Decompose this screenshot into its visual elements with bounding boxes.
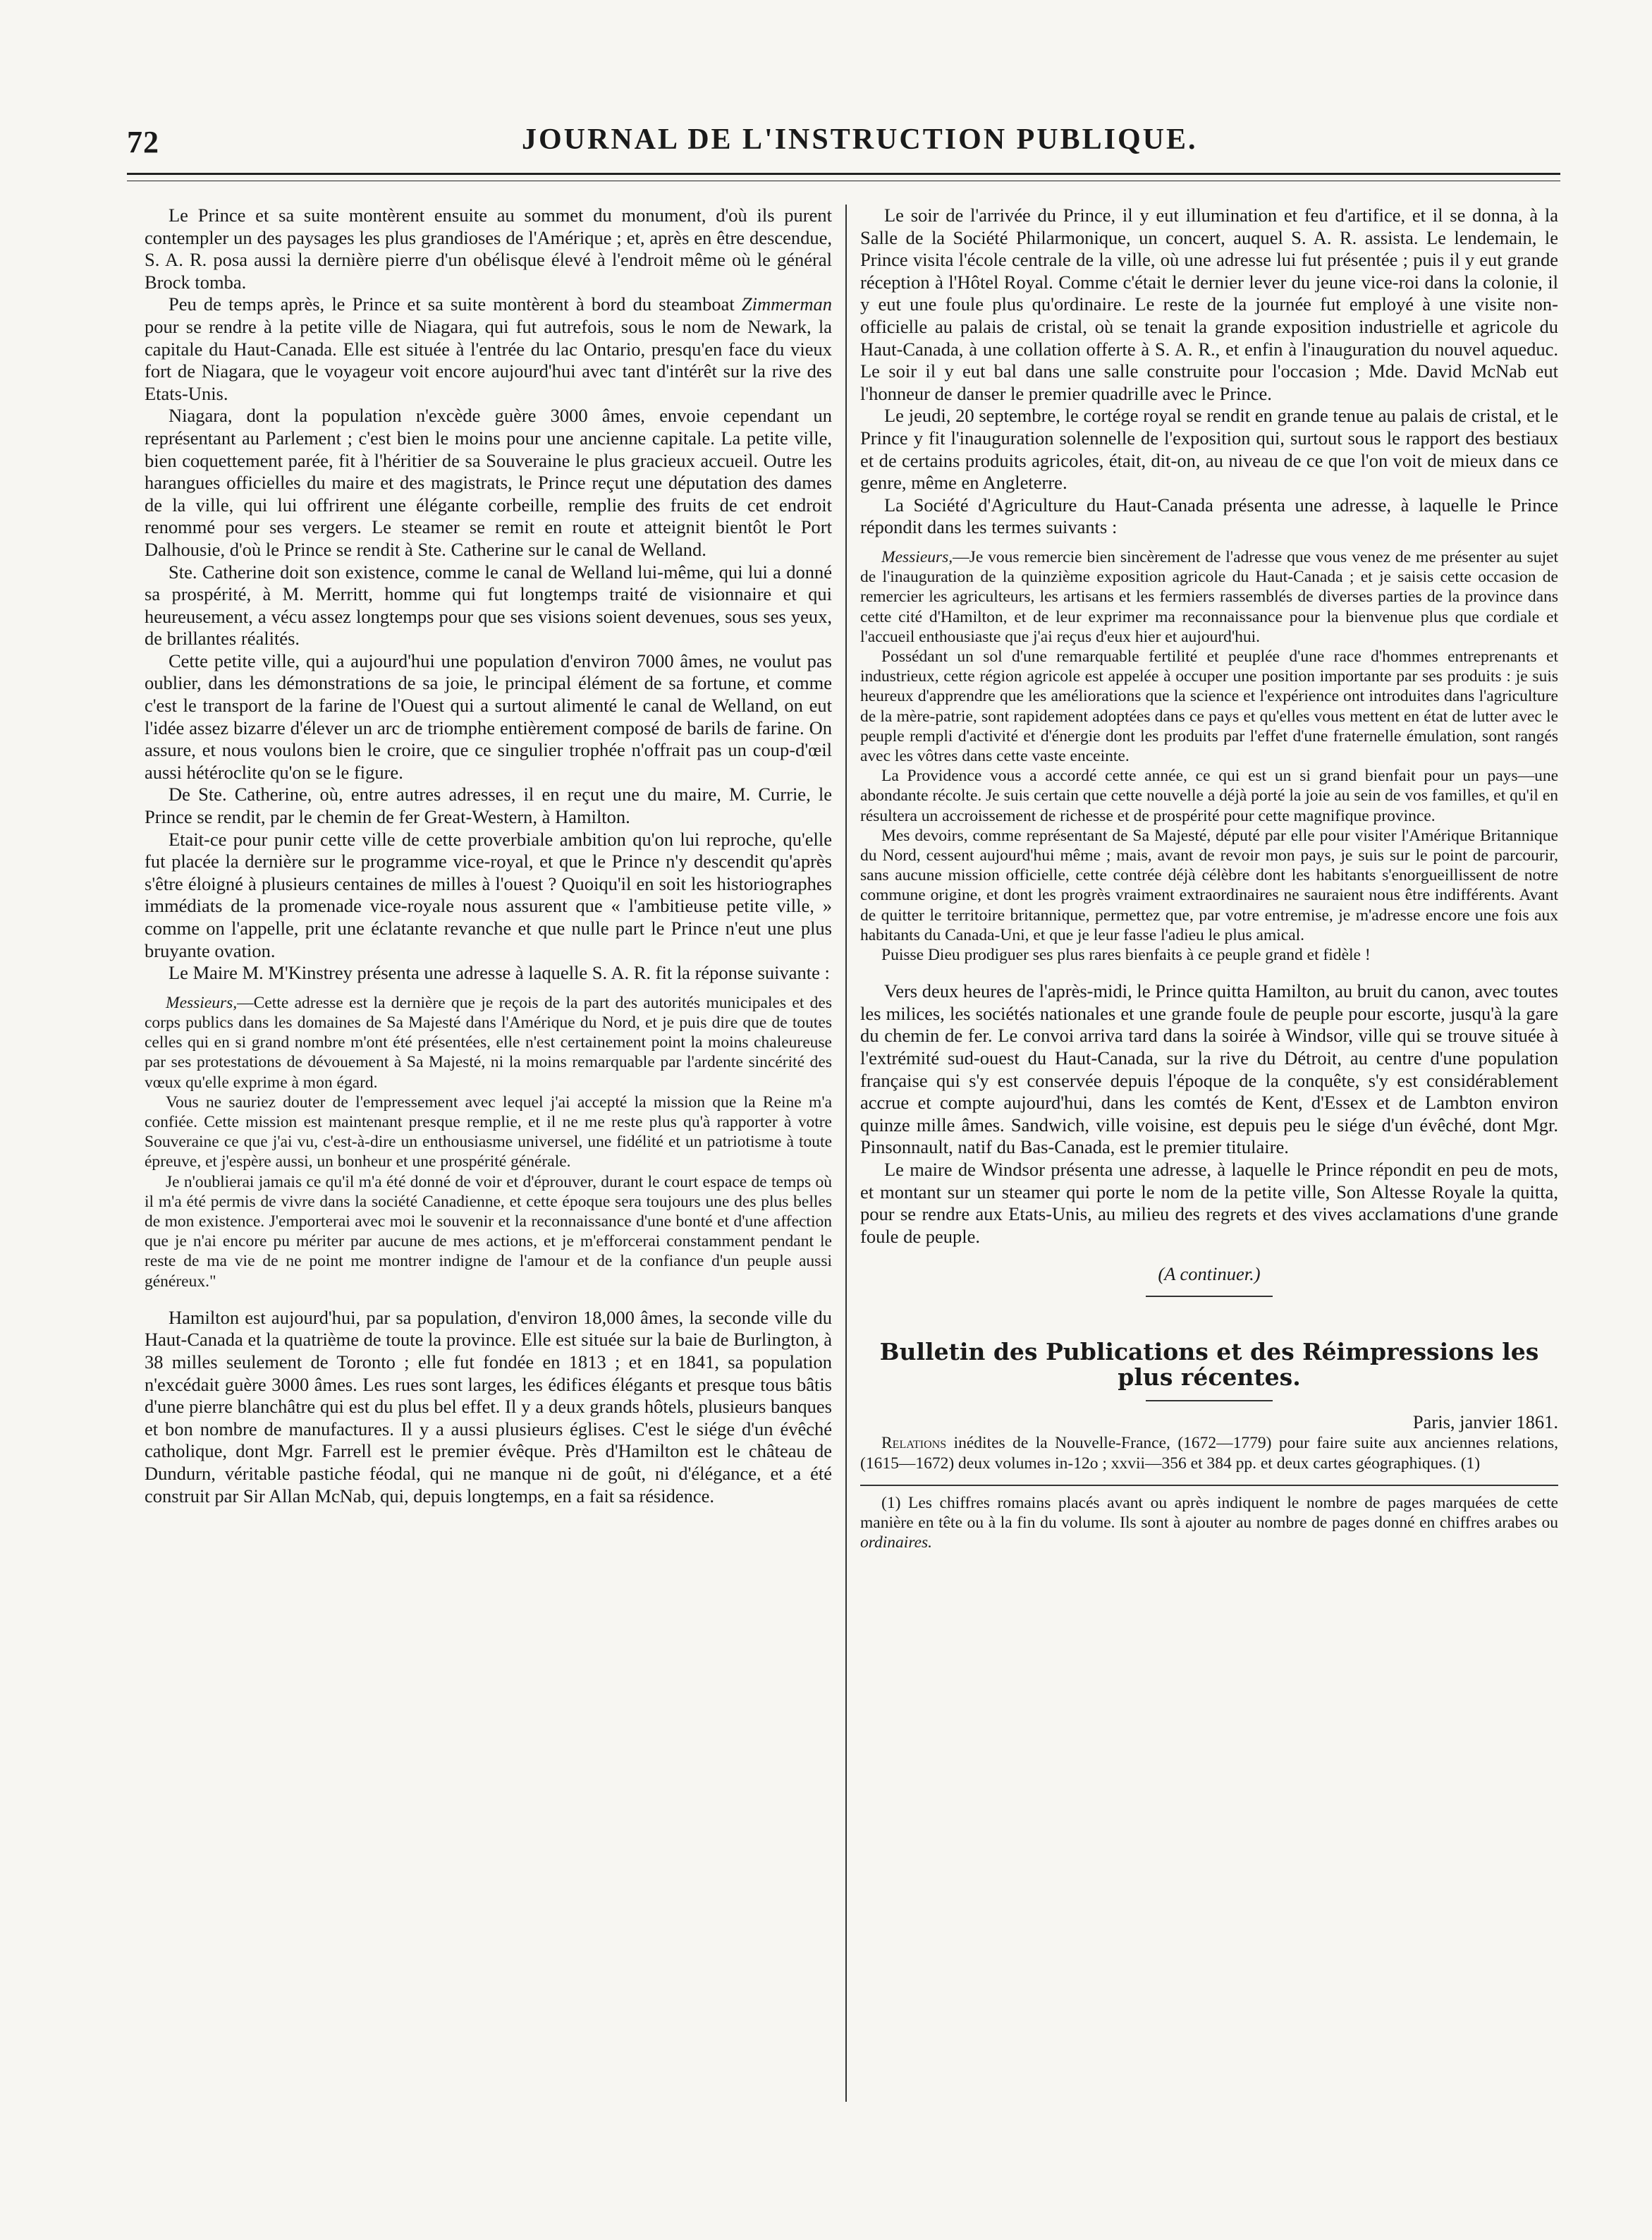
running-title: JOURNAL DE L'INSTRUCTION PUBLIQUE. bbox=[522, 123, 1198, 156]
paragraph: La Société d'Agriculture du Haut-Canada présenta une adresse, à laquelle le Prince répondit dans les termes suivants : bbox=[860, 494, 1558, 538]
dateline: Paris, janvier 1861. bbox=[1412, 1411, 1558, 1432]
address-paragraph: Je n'oublierai jamais ce qu'il m'a été donné de voir et d'éprouver, durant le court espace de temps où il m'a été permis de vivre dans la société Canadienne, et cette époque sera toujours une des plus belles de mon existence. J'emporterai avec moi le souvenir et la reconnaissance d'une bonté et d'une affection que je n'ai encore pu mériter par aucune de mes actions, et je m'efforcerai constamment pendant le reste de ma vie de ne point me montrer indigne de l'amour et de la confiance d'un peuple aussi généreux." bbox=[145, 1172, 832, 1291]
ship-name: Zimmerman bbox=[741, 293, 832, 315]
footnote-rule bbox=[860, 1485, 1558, 1486]
address-paragraph: Puisse Dieu prodiguer ses plus rares bienfaits à ce peuple grand et fidèle ! bbox=[881, 945, 1371, 964]
salutation: Messieurs, bbox=[881, 547, 953, 566]
paragraph: Le Prince et sa suite montèrent ensuite au sommet du monument, d'où ils purent contempler un des paysages les plus grandioses de l'Amérique ; et, après en être descendue, S. A. R. posa aussi la dernière pierre d'un obélisque élevé à l'endroit même où le général Brock tomba. bbox=[145, 205, 832, 293]
section-rule bbox=[1146, 1296, 1273, 1297]
to-be-continued: (A continuer.) bbox=[1158, 1263, 1261, 1285]
paragraph: Hamilton est aujourd'hui, par sa population, d'environ 18,000 âmes, la seconde ville du Haut-Canada et la quatrième de toute la province. Elle est située sur la baie de Burlington, à 38 milles seulement de Toronto ; elle fut fondée en 1813 ; et en 1841, sa population n'excédait guère 3000 âmes. Les rues sont larges, les édifices élégants et presque tous bâtis d'une pierre blanchâtre qui est du plus bel effet. Il y a deux grands hôtels, plusieurs banques et bon nombre de manufactures. Il y a aussi plusieurs églises. C'est le siége d'un évêché catholique, dont Mgr. Farrell est le premier évêque. Près d'Hamilton est le château de Dundurn, véritable pastiche féodal, qui ne manque ni de goût, ni d'élégance, et a été construit par Sir Allan McNab, qui, depuis longtemps, en a fait sa résidence. bbox=[145, 1306, 832, 1506]
paragraph: Etait-ce pour punir cette ville de cette proverbiale ambition qu'on lui reproche, qu'elle fut placée la dernière sur le programme vice-royal, et que le Prince n'y descendit qu'après s'être éloigné à plusieurs centaines de milles à l'ouest ? Quoiqu'il en soit les historiographes immédiats de la promenade vice-royale nous assurent que « l'ambitieuse petite ville, » comme on l'appelle, prit une éclatante revanche et que nulle part le Prince n'eut une plus bruyante ovation. bbox=[145, 828, 832, 961]
paragraph: Peu de temps après, le Prince et sa suite montèrent à bord du steamboat Zimmerman pour se rendre à la petite ville de Niagara, qui fut autrefois, sous le nom de Newark, la capitale du Haut-Canada. Elle est située à l'entrée du lac Ontario, presqu'en face du vieux fort de Niagara, que le voyageur voit encore aujourd'hui avec tant d'intérêt sur la rive des Etats-Unis. bbox=[145, 293, 832, 404]
paragraph: De Ste. Catherine, où, entre autres adresses, il en reçut une du maire, M. Currie, le Prince se rendit, par le chemin de fer Great-Western, à Hamilton. bbox=[145, 784, 832, 828]
prince-reply-agriculture bbox=[860, 547, 1558, 965]
address-paragraph: Mes devoirs, comme représentant de Sa Majesté, député par elle pour visiter l'Amérique Britannique du Nord, cessent aujourd'hui même ; mais, avant de revoir mon pays, je suis sur le point de parcourir, sans aucune mission officielle, cette contrée déjà célèbre dont les habitants s'enorgueillissent de notre commune origine, et dont les progrès vraiment extraordinaires ne sauraient nous être indifférents. Avant de quitter le territoire britannique, permettez que, par votre entremise, je m'adresse encore une fois aux habitants du Canada-Uni, et que je leur fasse l'adieu le plus amical. bbox=[860, 826, 1558, 944]
bulletin-entry-text: Relations inédites de la Nouvelle-France, (1672—1779) pour faire suite aux anciennes relations, (1615—1672) deux volumes in-12o ; xxvii—356 et 384 pp. et deux cartes géographiques. (1) bbox=[860, 1434, 1558, 1473]
address-paragraph: La Providence vous a accordé cette année, ce qui est un si grand bienfait pour un pays—une abondante récolte. Je suis certain que cette nouvelle a déjà porté la joie au sein de vos familles, et qu'il en résultera un accroissement de richesse et de prospérité pour cette magnifique province. bbox=[860, 767, 1558, 825]
bulletin-entry bbox=[860, 1433, 1558, 1473]
address-paragraph: Vous ne sauriez douter de l'empressement avec lequel j'ai accepté la mission que la Reine m'a confiée. Cette mission est maintenant presque remplie, et il ne me reste plus qu'à rapporter à votre Souveraine ce que j'ai vu, c'est-à-dire un enthousiasme universel, une fidélité et un patriotisme à toute épreuve, et j'espère aussi, un bonheur et une prospérité générale. bbox=[145, 1092, 832, 1171]
section-rule bbox=[1146, 1400, 1273, 1401]
address-paragraph: Messieurs,—Cette adresse est la dernière que je reçois de la part des autorités municipales et des corps publics dans les domaines de Sa Majesté dans l'Amérique du Nord, et je puis dire que de toutes celles qui en si grand nombre m'ont été présentées, elle n'est certainement point la moins chaleureuse par ses protestations de dévouement à Sa Majesté, ni la moins remarquable par l'ardente sincérité des vœux qu'elle exprime à mon égard. bbox=[145, 993, 832, 1092]
paragraph: Ste. Catherine doit son existence, comme le canal de Welland lui-même, qui lui a donné sa prospérité, à M. Merritt, homme qui fut longtemps traité de visionnaire et qui heureusement, a vécu assez longtemps pour que ses visions soient devenues, sous ses yeux, de brillantes réalités. bbox=[145, 561, 832, 650]
address-paragraph: Messieurs,—Je vous remercie bien sincèrement de l'adresse que vous venez de me présenter au sujet de l'inauguration de la quinzième exposition agricole du Haut-Canada ; et je saisis cette occasion de remercier les agriculteurs, les artisans et les fermiers rassemblés de diverses parties de la province dans cette cité d'Hamilton, et de leur exprimer ma reconnaissance pour la bienvenue plus que cordiale et l'accueil enthousiaste que j'ai reçus d'eux hier et aujourd'hui. bbox=[860, 547, 1558, 646]
paragraph: Niagara, dont la population n'excède guère 3000 âmes, envoie cependant un représentant au Parlement ; c'est bien le moins pour une ancienne capitale. La petite ville, bien coquettement parée, fit à l'héritier de sa Souveraine le plus gracieux accueil. Outre les harangues officielles du maire et des magistrats, le Prince reçut une députation des dames de la ville, qui lui offrirent une élégante corbeille, remplie des fruits de cet endroit renommé pour ses vergers. Le steamer se remit en route et atteignit bientôt le Port Dalhousie, d'où le Prince se rendit à Ste. Catherine sur le canal de Welland. bbox=[145, 405, 832, 560]
bulletin-heading: Bulletin des Publications et des Réimpressions les plus récentes. bbox=[879, 1337, 1539, 1391]
entry-lead: Relations bbox=[881, 1434, 947, 1453]
column-divider bbox=[845, 205, 847, 2102]
footnote bbox=[860, 1493, 1558, 1553]
paragraph: Le maire de Windsor présenta une adresse, à laquelle le Prince répondit en peu de mots, et montant sur un steamer qui porte le nom de la petite ville, Son Altesse Royale la quitta, pour se rendre aux Etats-Unis, au milieu des regrets et des vives acclamations d'une grande foule de peuple. bbox=[860, 1158, 1558, 1247]
footnote-text: (1) Les chiffres romains placés avant ou après indiquent le nombre de pages marquées de cette manière en tête ou à la fin du volume. Ils sont à ajouter au nombre de pages donné en chiffres arabes ou ordinaires. bbox=[860, 1493, 1558, 1552]
left-column bbox=[145, 205, 832, 1507]
page-header bbox=[127, 106, 1546, 162]
paragraph: Le soir de l'arrivée du Prince, il y eut illumination et feu d'artifice, et il se donna, à la Salle de la Société Philarmonique, un concert, auquel S. A. R. assista. Le lendemain, le Prince visita l'école centrale de la ville, où une adresse lui fut présentée ; puis il y eut grande réception à l'Hôtel Royal. Comme c'était le dernier lever du jeune vice-roi dans la colonie, il y eut une foule plus qu'ordinaire. Le reste de la journée fut employé à une visite non-officielle au palais de cristal, où se tenait la grande exposition industrielle et agricole du Haut-Canada, à une collation offerte à S. A. R., et enfin à l'inauguration du nouvel aqueduc. Le soir il y eut bal dans une salle construite pour l'occasion ; Mde. David McNab eut l'honneur de danser le premier quadrille avec le Prince. bbox=[860, 205, 1558, 404]
address-paragraph: Possédant un sol d'une remarquable fertilité et peuplée d'une race d'hommes entreprenants et industrieux, cette région agricole est appelée à occuper une position importante par ses produits : je suis heureux d'apprendre que les améliorations que la science et l'expérience ont introduites dans l'agriculture de la mère-patrie, sont rapidement adoptées dans ce pays et qu'elles vous mettent en état de lutter avec le peuple rempli d'activité et d'énergie dont les produits par l'effet d'une fraternelle émulation, sont rangés avec les vôtres dans cette vaste enceinte. bbox=[860, 647, 1558, 765]
salutation: Messieurs, bbox=[166, 993, 238, 1012]
paragraph: Vers deux heures de l'après-midi, le Prince quitta Hamilton, au bruit du canon, avec toutes les milices, les sociétés nationales et une grande foule de peuple pour escorte, jusqu'à la gare du chemin de fer. Le convoi arriva tard dans la soirée à Windsor, ville qui se trouve située à l'extrémité sud-ouest du Haut-Canada, sur la rive du Détroit, au centre d'une population française qui s'y est conservée depuis l'époque de la conquête, s'y est considérablement accrue et compte aujourd'hui, dans les comtés de Kent, d'Essex et de Lambton environ quinze mille âmes. Sandwich, ville voisine, est depuis peu le siége d'un évêché, dont Mgr. Pinsonnault, natif du Bas-Canada, est le premier titulaire. bbox=[860, 980, 1558, 1158]
header-rule bbox=[127, 173, 1560, 175]
right-column bbox=[860, 205, 1558, 1553]
page-number: 72 bbox=[127, 125, 159, 159]
paragraph: Le Maire M. M'Kinstrey présenta une adresse à laquelle S. A. R. fit la réponse suivante : bbox=[169, 962, 830, 984]
paragraph: Cette petite ville, qui a aujourd'hui une population d'environ 7000 âmes, ne voulut pas oublier, dans les démonstrations de sa joie, le principal élément de sa fortune, et comme c'est le transport de la farine de l'Ouest qui a surtout alimenté le canal de Welland, on eut l'idée assez bizarre d'élever un arc de triomphe entièrement composé de barils de farine. On assure, et nous voulons bien le croire, que ce singulier trophée n'offrait pas un coup-d'œil aussi hétéroclite qu'on se le figure. bbox=[145, 650, 832, 783]
paragraph: Le jeudi, 20 septembre, le cortége royal se rendit en grande tenue au palais de cristal, et le Prince y fit l'inauguration solennelle de l'exposition qui, surtout sous le rapport des bestiaux et de certains produits agricoles, était, dit-on, au niveau de ce que l'on voit de mieux dans ce genre, même en Angleterre. bbox=[860, 405, 1558, 494]
prince-reply-hamilton bbox=[145, 993, 832, 1291]
